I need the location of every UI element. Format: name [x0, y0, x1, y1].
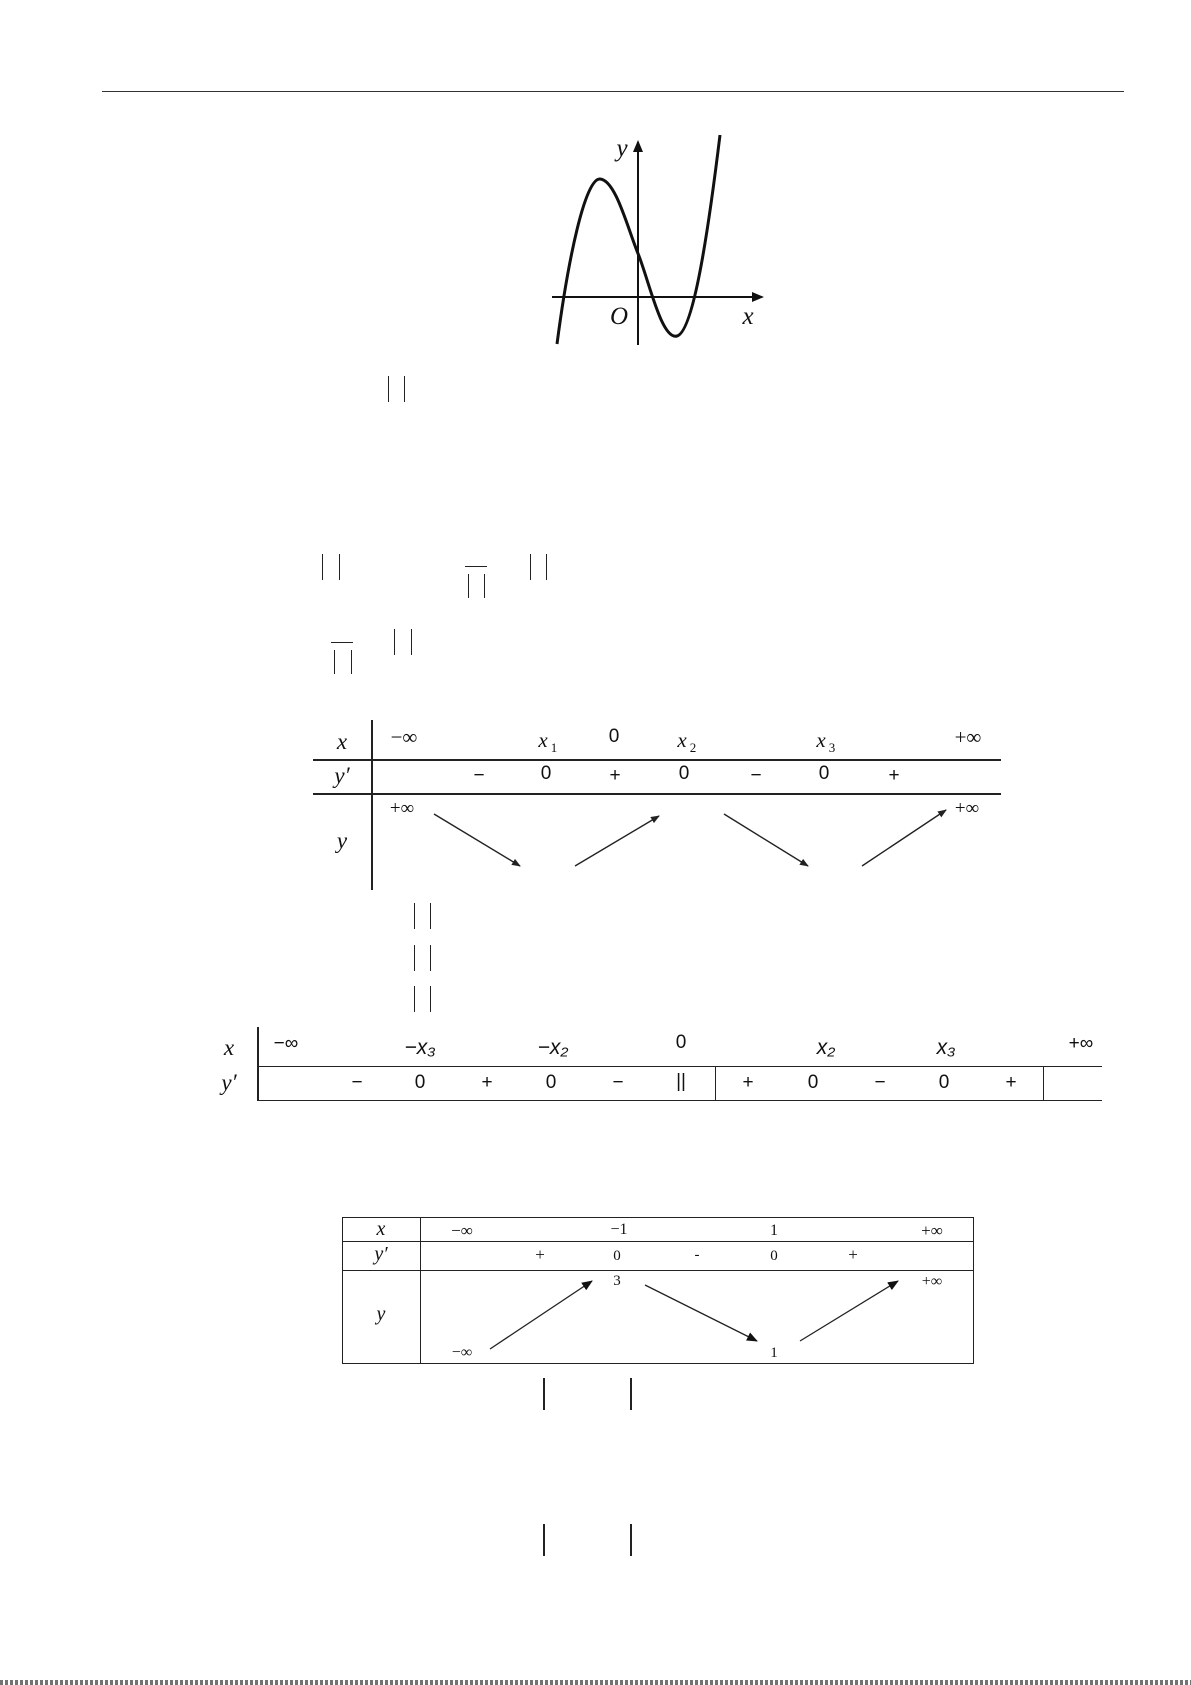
- x-subscript: 2: [689, 740, 697, 755]
- yprime-sign: 0: [540, 763, 552, 784]
- row-label-yprime: y′: [334, 763, 350, 788]
- yprime-sign: −: [351, 1072, 363, 1093]
- yprime-sign: 0: [545, 1072, 557, 1093]
- yprime-sign: +: [481, 1072, 493, 1093]
- arrow-up: [800, 1281, 898, 1341]
- abs-bar: [630, 1378, 632, 1410]
- x-value: −∞: [273, 1033, 299, 1054]
- yprime-sign: 0: [938, 1072, 950, 1093]
- yprime-sign: −: [750, 765, 762, 786]
- graph-origin-label: O: [609, 303, 629, 330]
- x-value: −∞: [451, 1221, 473, 1240]
- row-label-yprime: y′: [221, 1070, 237, 1095]
- abs-bar: [543, 1524, 545, 1556]
- x-subscript: 1: [550, 740, 558, 755]
- x-value: +∞: [1068, 1033, 1094, 1054]
- graph-x-label: x: [742, 303, 754, 330]
- y-value: +∞: [954, 798, 980, 819]
- y-value: 3: [613, 1273, 621, 1289]
- yprime-sign: +: [848, 1245, 858, 1264]
- y-value: +∞: [921, 1273, 943, 1290]
- yprime-sign: +: [535, 1245, 545, 1264]
- x-value: x₂: [816, 1036, 836, 1059]
- x-value: 0: [675, 1032, 687, 1053]
- x-value: 1: [770, 1222, 778, 1239]
- row-label-x: x: [223, 1035, 235, 1060]
- x-value: −∞: [390, 725, 418, 749]
- graph-y-label: y: [616, 135, 628, 162]
- yprime-sign: 0: [613, 1248, 621, 1264]
- x-value: x₃: [936, 1036, 956, 1059]
- yprime-sign: +: [1005, 1072, 1017, 1093]
- abs-bar: [543, 1378, 545, 1410]
- yprime-sign: −: [874, 1072, 886, 1093]
- yprime-sign: +: [742, 1072, 754, 1093]
- yprime-sign: +: [609, 765, 621, 786]
- x-value: −x₂: [537, 1036, 569, 1059]
- yprime-sign: ||: [676, 1071, 686, 1092]
- row-label-y: y: [376, 1303, 386, 1325]
- yprime-sign: -: [694, 1247, 700, 1263]
- yprime-sign: 0: [818, 763, 830, 784]
- x-value: x: [538, 728, 548, 752]
- x-value: −x₃: [404, 1036, 436, 1059]
- yprime-sign: 0: [678, 763, 690, 784]
- arrow-down: [645, 1285, 757, 1341]
- x-value: x: [677, 728, 687, 752]
- abs-bar: [630, 1524, 632, 1556]
- yprime-sign: −: [473, 765, 485, 786]
- yprime-sign: +: [888, 765, 900, 786]
- arrow-up: [490, 1281, 592, 1349]
- page-bottom-edge: [0, 1680, 1191, 1685]
- row-label-x: x: [336, 729, 348, 754]
- x-value: +∞: [954, 725, 982, 749]
- row-label-yprime: y′: [374, 1243, 388, 1265]
- row-label-y: y: [336, 828, 348, 853]
- y-value: 1: [770, 1345, 778, 1361]
- yprime-sign: 0: [807, 1072, 819, 1093]
- yprime-sign: 0: [770, 1248, 778, 1264]
- yprime-sign: 0: [414, 1072, 426, 1093]
- x-subscript: 3: [828, 740, 836, 755]
- x-value: x: [816, 728, 826, 752]
- y-value: −∞: [451, 1344, 473, 1361]
- y-value: +∞: [389, 798, 415, 819]
- x-value: +∞: [921, 1221, 943, 1240]
- row-label-x: x: [376, 1218, 386, 1240]
- x-value: 0: [608, 726, 620, 747]
- yprime-sign: −: [612, 1072, 624, 1093]
- x-value: −1: [610, 1221, 628, 1238]
